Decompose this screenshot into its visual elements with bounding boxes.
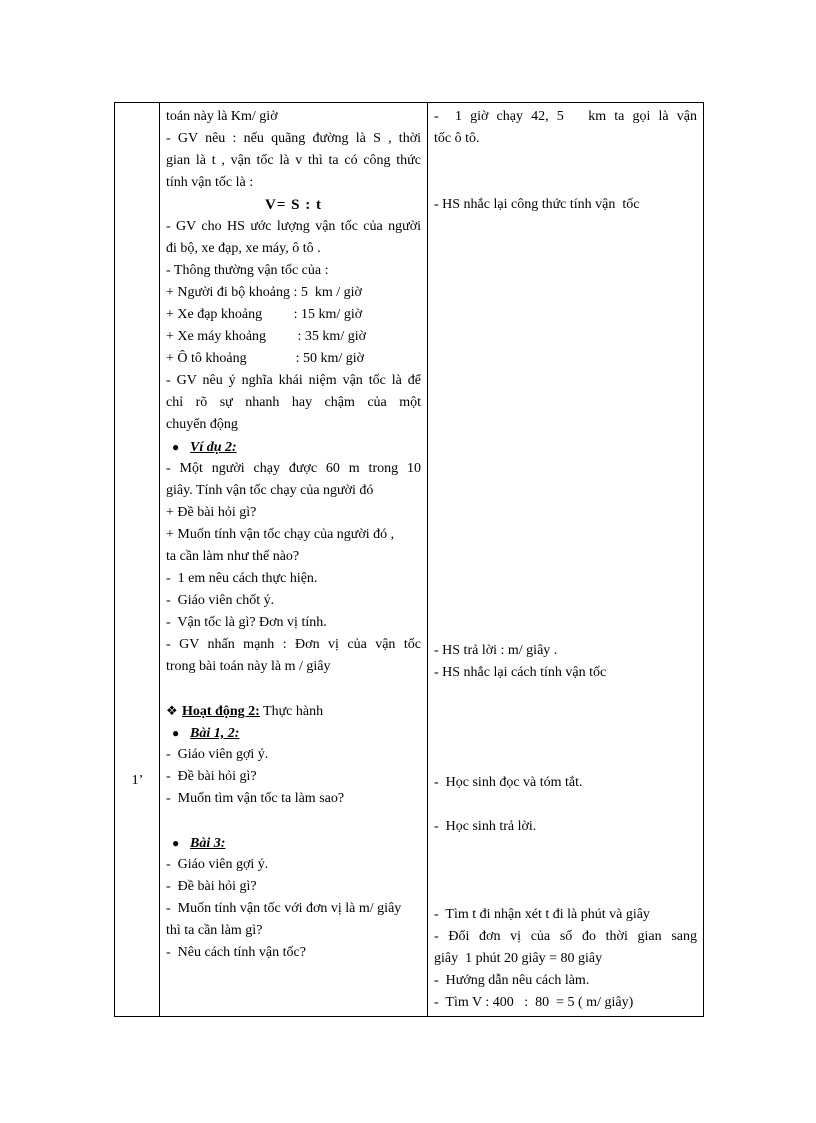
- student-activities-column: [428, 103, 703, 1016]
- activity-2-title: Hoạt động 2:: [182, 704, 260, 719]
- teacher-line: - Muốn tính vận tốc với đơn vị là m/ giây: [166, 901, 402, 916]
- bullet-dot-icon: ●: [172, 440, 180, 454]
- teacher-line: - Vận tốc là gì? Đơn vị tính.: [166, 615, 327, 630]
- teacher-line: - Giáo viên gợi ý.: [166, 747, 269, 762]
- teacher-line: chỉ rõ sự nhanh hay chậm của một: [166, 395, 421, 410]
- teacher-line: + Người đi bộ khoảng : 5 km / giờ: [166, 285, 362, 300]
- teacher-line: - Giáo viên gợi ý.: [166, 857, 269, 872]
- activity-2-subtitle: Thực hành: [259, 704, 324, 719]
- velocity-formula: V= S : t: [265, 197, 322, 213]
- lesson-table: [114, 102, 704, 1017]
- student-line: - HS nhắc lại cách tính vận tốc: [434, 665, 607, 680]
- bullet-dot-icon: ●: [172, 836, 180, 850]
- teacher-line: + Xe đạp khoảng : 15 km/ giờ: [166, 307, 363, 322]
- exercise-1-2-heading: [166, 722, 421, 744]
- teacher-line: - Thông thường vận tốc của :: [166, 263, 329, 278]
- teacher-line: trong bài toán này là m / giây: [166, 659, 331, 674]
- teacher-line: - Nêu cách tính vận tốc?: [166, 945, 306, 960]
- teacher-line: - Giáo viên chốt ý.: [166, 593, 275, 608]
- bullet-dot-icon: ●: [172, 726, 180, 740]
- exercise-1-2-label: Bài 1, 2:: [190, 726, 240, 741]
- student-line: - Học sinh đọc và tóm tắt.: [434, 775, 583, 790]
- teacher-line: + Muốn tính vận tốc chạy của người đó ,: [166, 527, 395, 542]
- teacher-line: thì ta cần làm gì?: [166, 923, 263, 938]
- student-line: - HS trả lời : m/ giây .: [434, 643, 558, 658]
- student-line: - 1 giờ chạy 42, 5 km ta gọi là vận: [434, 109, 697, 124]
- teacher-line: - 1 em nêu cách thực hiện.: [166, 571, 318, 586]
- student-line: - Tìm t đi nhận xét t đi là phút và giây: [434, 907, 650, 922]
- example-2-label: Ví dụ 2:: [190, 440, 237, 455]
- student-line: - Tìm V : 400 : 80 = 5 ( m/ giây): [434, 995, 634, 1010]
- teacher-line: - GV nêu ý nghĩa khái niệm vận tốc là để: [166, 373, 421, 388]
- example-2-heading: [166, 436, 421, 458]
- student-line: - Đổi đơn vị của số đo thời gian sang: [434, 929, 697, 944]
- student-line: - Hướng dẫn nêu cách làm.: [434, 973, 590, 988]
- teacher-line: + Ô tô khoảng : 50 km/ giờ: [166, 351, 365, 366]
- teacher-line: ta cần làm như thế nào?: [166, 549, 300, 564]
- teacher-line: - Đề bài hỏi gì?: [166, 769, 257, 784]
- time-column: [115, 103, 160, 1016]
- student-line: - Học sinh trả lời.: [434, 819, 537, 834]
- exercise-3-label: Bài 3:: [190, 836, 226, 851]
- student-line: tốc ô tô.: [434, 131, 480, 146]
- teacher-line: tính vận tốc là :: [166, 175, 254, 190]
- time-label: 1’: [131, 773, 144, 788]
- teacher-line: - Muốn tìm vận tốc ta làm sao?: [166, 791, 345, 806]
- teacher-line: gian là t , vận tốc là v thì ta có công thức: [166, 153, 421, 168]
- teacher-line: - GV nhấn mạnh : Đơn vị của vận tốc: [166, 637, 421, 652]
- teacher-line: đi bộ, xe đạp, xe máy, ô tô .: [166, 241, 321, 256]
- diamond-bullet-icon: ❖: [166, 703, 178, 718]
- teacher-line: chuyển động: [166, 417, 238, 432]
- student-line: - HS nhắc lại công thức tính vận tốc: [434, 197, 640, 212]
- teacher-line: + Xe máy khoảng : 35 km/ giờ: [166, 329, 366, 344]
- teacher-line: - GV nêu : nếu quãng đường là S , thời: [166, 131, 421, 146]
- teacher-line: toán này là Km/ giờ: [166, 109, 278, 124]
- teacher-activities-column: [160, 103, 428, 1016]
- teacher-line: giây. Tính vận tốc chạy của người đó: [166, 483, 374, 498]
- teacher-line: + Đề bài hỏi gì?: [166, 505, 257, 520]
- exercise-3-heading: [166, 832, 421, 854]
- teacher-line: - Một người chạy được 60 m trong 10: [166, 461, 421, 476]
- teacher-line: - GV cho HS ước lượng vận tốc của người: [166, 219, 421, 234]
- teacher-line: - Đề bài hỏi gì?: [166, 879, 257, 894]
- activity-2-heading: [166, 700, 421, 722]
- student-line: giây 1 phút 20 giây = 80 giây: [434, 951, 603, 966]
